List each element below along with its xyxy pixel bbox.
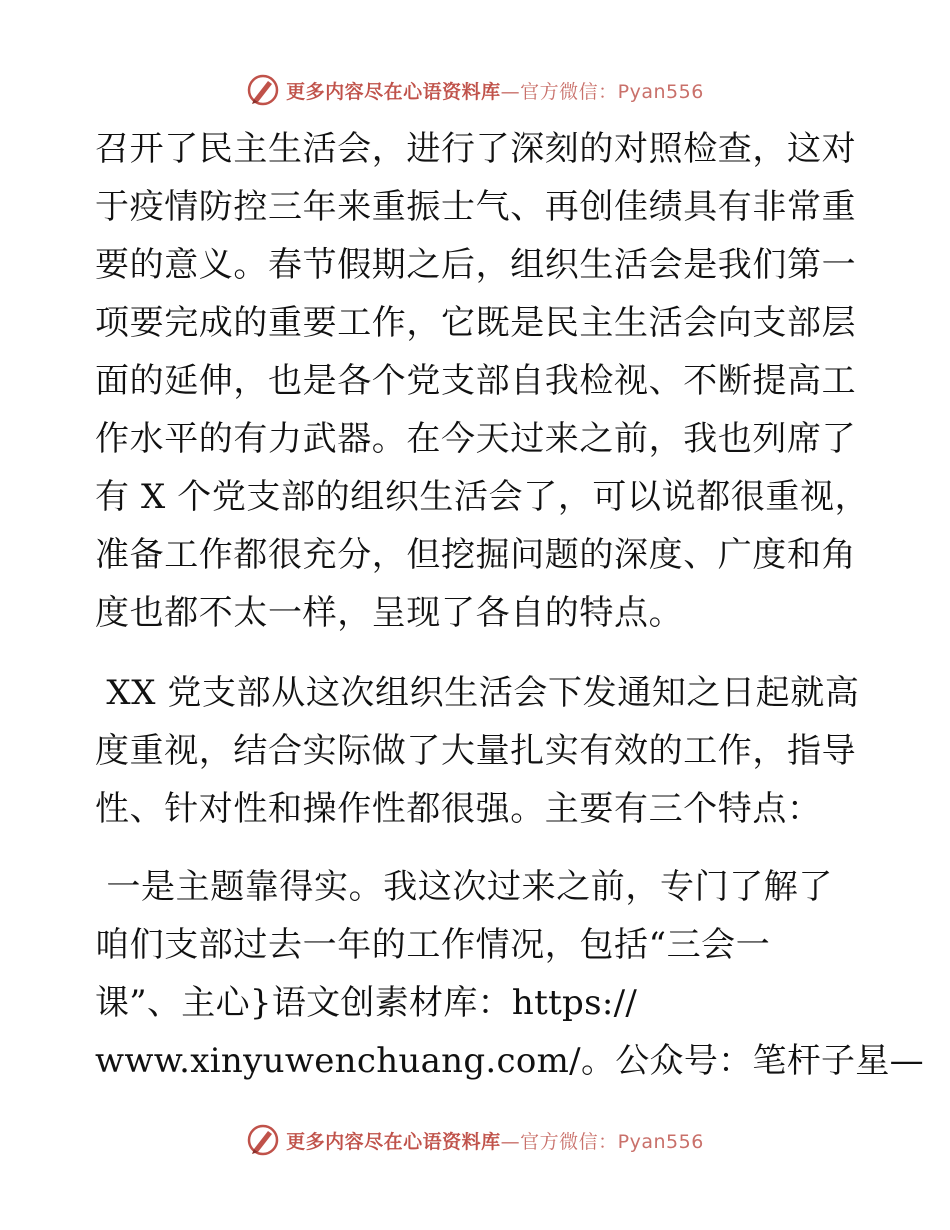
paragraph-spacer bbox=[95, 642, 855, 664]
text-line: 要的意义。春节假期之后，组织生活会是我们第一 bbox=[95, 245, 857, 285]
text-line: 项要完成的重要工作，它既是民主生活会向支部层 bbox=[95, 303, 857, 343]
text-line: XX 党支部从这次组织生活会下发通知之日起就高 bbox=[95, 673, 860, 713]
paragraph-2 bbox=[95, 664, 860, 838]
document-body bbox=[95, 120, 924, 1090]
text-line: 度重视，结合实际做了大量扎实有效的工作，指导 bbox=[95, 731, 857, 771]
text-line: 性、针对性和操作性都很强。主要有三个特点： bbox=[95, 789, 822, 829]
text-line: 咱们支部过去一年的工作情况，包括“三会一 bbox=[95, 925, 771, 965]
footer-contact: 官方微信：Pyan556 bbox=[520, 1130, 704, 1153]
text-line: 度也都不太一样，呈现了各自的特点。 bbox=[95, 593, 684, 633]
paragraph-3 bbox=[95, 858, 924, 1090]
footer-banner bbox=[0, 1122, 950, 1158]
text-line: 课”、主心}语文创素材库：https:// bbox=[95, 983, 638, 1023]
paragraph-1 bbox=[95, 120, 870, 642]
footer-separator: — bbox=[500, 1130, 521, 1153]
text-line: www.xinyuwenchuang.com/。公众号：笔杆子星— bbox=[95, 1041, 924, 1081]
footer-banner-inner bbox=[246, 1123, 704, 1157]
paragraph-spacer bbox=[95, 838, 855, 858]
pen-logo-icon bbox=[246, 1123, 280, 1157]
header-brand: 更多内容尽在心语资料库 bbox=[286, 80, 501, 103]
text-line: 一是主题靠得实。我这次过来之前，专门了解了 bbox=[95, 867, 834, 907]
text-line: 面的延伸，也是各个党支部自我检视、不断提高工 bbox=[95, 361, 857, 401]
header-contact: 官方微信：Pyan556 bbox=[520, 80, 704, 103]
header-text bbox=[286, 77, 704, 104]
text-line: 召开了民主生活会，进行了深刻的对照检查，这对 bbox=[95, 129, 857, 169]
text-line: 有 X 个党支部的组织生活会了，可以说都很重视， bbox=[95, 477, 870, 517]
header-banner-inner bbox=[246, 73, 704, 107]
text-line: 作水平的有力武器。在今天过来之前，我也列席了 bbox=[95, 419, 857, 459]
footer-text bbox=[286, 1127, 704, 1154]
pen-logo-icon bbox=[246, 73, 280, 107]
header-banner bbox=[0, 72, 950, 108]
header-separator: — bbox=[500, 80, 521, 103]
text-line: 于疫情防控三年来重振士气、再创佳绩具有非常重 bbox=[95, 187, 857, 227]
footer-brand: 更多内容尽在心语资料库 bbox=[286, 1130, 501, 1153]
text-line: 准备工作都很充分，但挖掘问题的深度、广度和角 bbox=[95, 535, 857, 575]
